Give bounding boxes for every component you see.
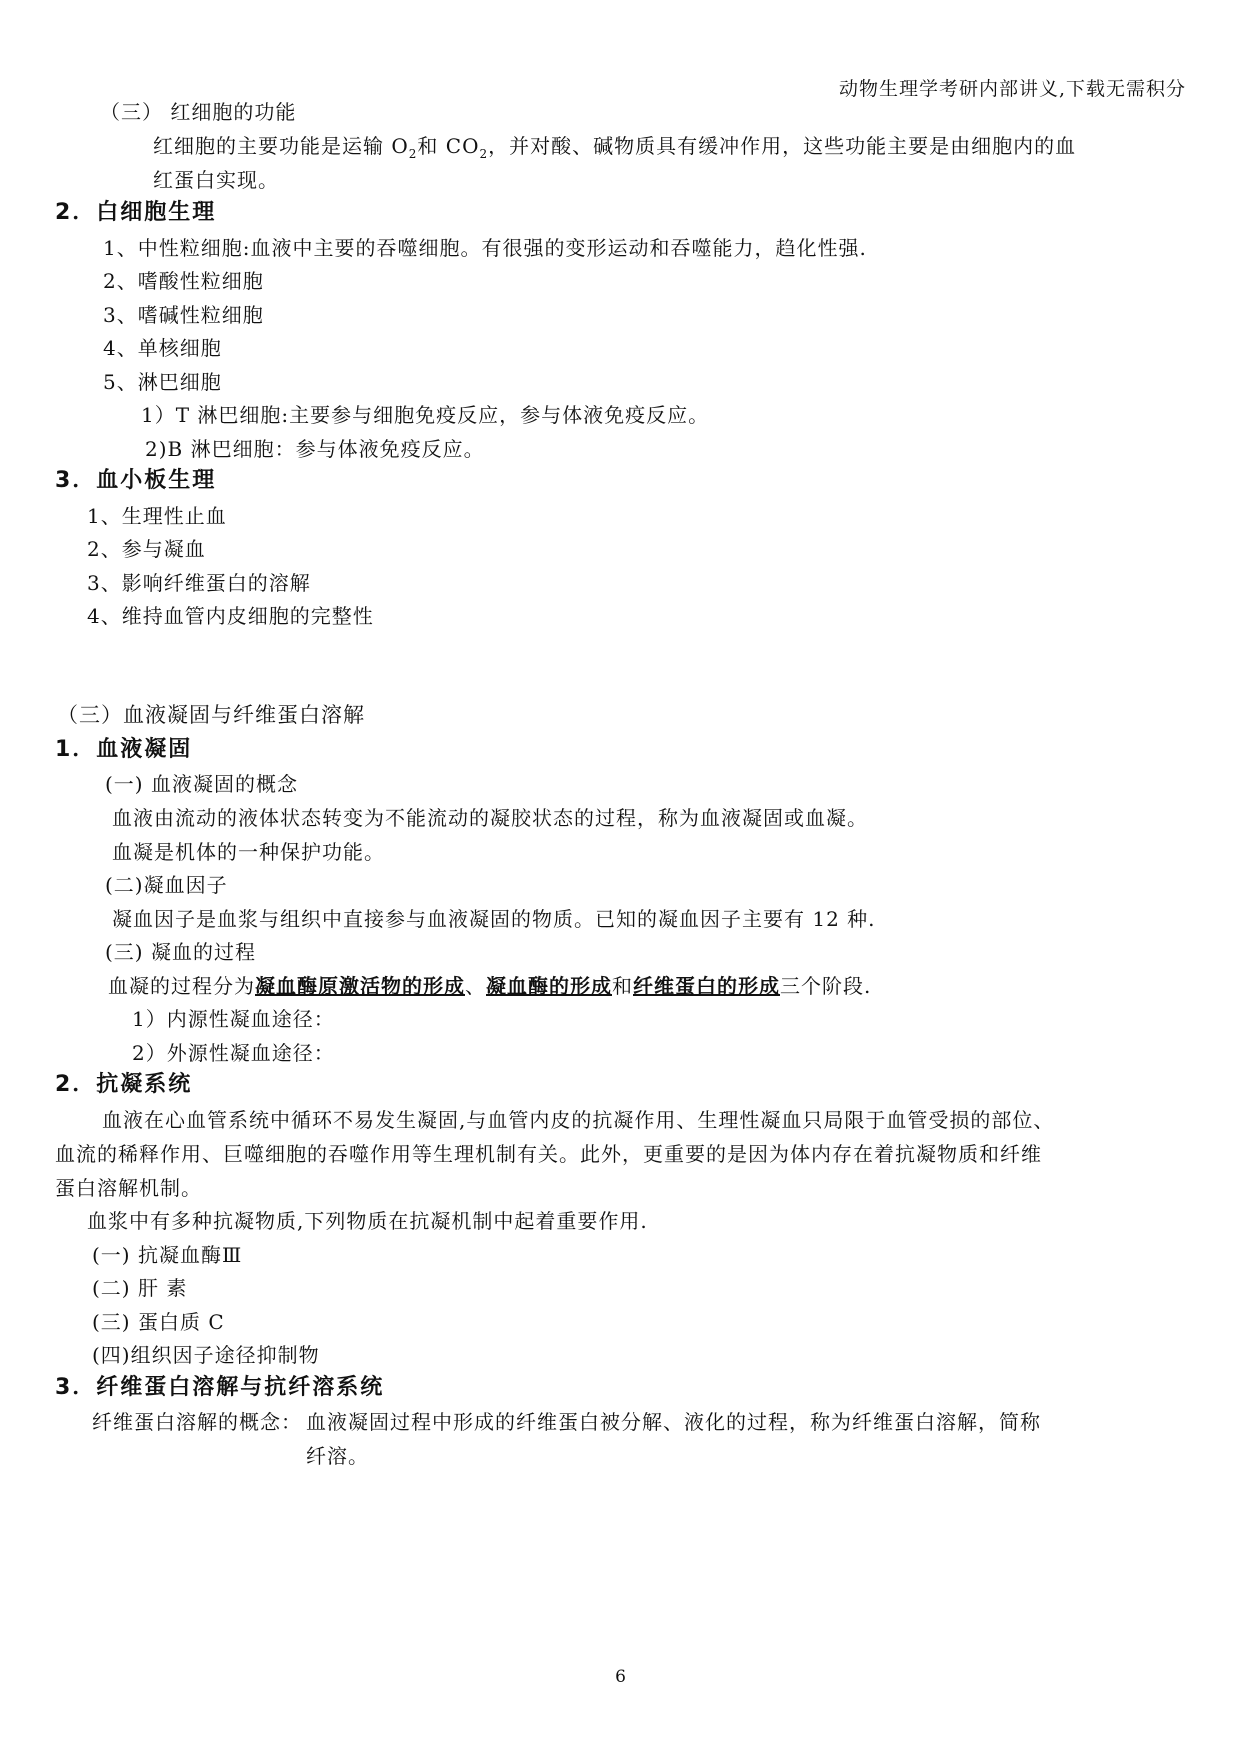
wbc-item-3: 3、嗜碱性粒细胞	[103, 303, 264, 327]
coag-heading: 1．血液凝固	[55, 737, 193, 762]
anticoag-para-2: 血浆中有多种抗凝物质,下列物质在抗凝机制中起着重要作用.	[87, 1209, 648, 1233]
wbc-item-4: 4、单核细胞	[103, 336, 222, 360]
rbc-function-title: （三） 红细胞的功能	[100, 100, 297, 124]
coag-process-body	[108, 972, 871, 1000]
anticoag-para-line-3: 蛋白溶解机制。	[55, 1176, 202, 1200]
process-stage-2: 凝血酶的形成	[486, 974, 612, 998]
coag-pathway-1: 1）内源性凝血途径：	[132, 1007, 335, 1031]
wbc-item-1: 1、中性粒细胞:血液中主要的吞噬细胞。有很强的变形运动和吞噬能力，趋化性强.	[103, 236, 867, 260]
coag-factor-title: (二)凝血因子	[105, 873, 228, 897]
anticoag-item-3: (三) 蛋白质 C	[92, 1310, 225, 1334]
anticoag-para-line-1: 血液在心血管系统中循环不易发生凝固,与血管内皮的抗凝作用、生理性凝血只局限于血管受损的部位、	[102, 1108, 1055, 1132]
platelet-item-1: 1、生理性止血	[87, 504, 227, 528]
platelet-heading: 3．血小板生理	[55, 468, 217, 493]
rbc-sub-2: 2	[479, 147, 489, 161]
rbc-text-c: ，并对酸、碱物质具有缓冲作用，这些功能主要是由细胞内的血	[488, 134, 1077, 158]
coag-concept-title: (一) 血液凝固的概念	[105, 772, 298, 796]
process-text-c: 、	[465, 974, 486, 998]
wbc-item-2: 2、嗜酸性粒细胞	[103, 269, 264, 293]
fibrinolysis-body-line-1: 血液凝固过程中形成的纤维蛋白被分解、液化的过程，称为纤维蛋白溶解，简称	[306, 1410, 1041, 1434]
platelet-item-2: 2、参与凝血	[87, 537, 206, 561]
page-number: 6	[615, 1667, 626, 1687]
platelet-item-4: 4、维持血管内皮细胞的完整性	[87, 604, 374, 628]
process-stage-3: 纤维蛋白的形成	[633, 974, 780, 998]
anticoag-heading: 2．抗凝系统	[55, 1072, 193, 1097]
coag-pathway-2: 2）外源性凝血途径：	[132, 1041, 335, 1065]
fibrinolysis-heading: 3．纤维蛋白溶解与抗纤溶系统	[55, 1375, 385, 1400]
wbc-heading: 2．白细胞生理	[55, 200, 217, 225]
process-text-g: 三个阶段.	[780, 974, 872, 998]
coag-factor-body: 凝血因子是血浆与组织中直接参与血液凝固的物质。已知的凝血因子主要有 12 种.	[112, 907, 876, 931]
rbc-function-body	[153, 132, 1076, 168]
anticoag-para-line-2: 血流的稀释作用、巨噬细胞的吞噬作用等生理机制有关。此外，更重要的是因为体内存在着抗凝物质和纤维	[55, 1142, 1042, 1166]
coag-section-title: （三）血液凝固与纤维蛋白溶解	[57, 703, 365, 727]
anticoag-item-4: (四)组织因子途径抑制物	[92, 1343, 320, 1367]
anticoag-item-2: (二) 肝 素	[92, 1276, 188, 1300]
coag-concept-body-2: 血凝是机体的一种保护功能。	[112, 840, 385, 864]
process-text-a: 血凝的过程分为	[108, 974, 255, 998]
wbc-sub-item-2: 2)B 淋巴细胞：参与体液免疫反应。	[145, 437, 485, 461]
anticoag-item-1: (一) 抗凝血酶Ⅲ	[92, 1243, 243, 1267]
fibrinolysis-label: 纤维蛋白溶解的概念：	[92, 1410, 302, 1434]
rbc-function-body-line2: 红蛋白实现。	[153, 168, 279, 192]
coag-process-title: (三) 凝血的过程	[105, 940, 256, 964]
fibrinolysis-body-line-2: 纤溶。	[306, 1444, 369, 1468]
coag-concept-body-1: 血液由流动的液体状态转变为不能流动的凝胶状态的过程，称为血液凝固或血凝。	[112, 806, 868, 830]
process-text-e: 和	[612, 974, 633, 998]
platelet-item-3: 3、影响纤维蛋白的溶解	[87, 571, 311, 595]
rbc-text-b: 和 CO	[417, 134, 480, 158]
wbc-item-5: 5、淋巴细胞	[103, 370, 222, 394]
rbc-text-a: 红细胞的主要功能是运输 O	[153, 134, 409, 158]
wbc-sub-item-1: 1）T 淋巴细胞:主要参与细胞免疫反应，参与体液免疫反应。	[141, 403, 710, 427]
rbc-sub-1: 2	[408, 147, 418, 161]
process-stage-1: 凝血酶原激活物的形成	[255, 974, 465, 998]
running-header: 动物生理学考研内部讲义,下载无需积分	[838, 78, 1186, 100]
